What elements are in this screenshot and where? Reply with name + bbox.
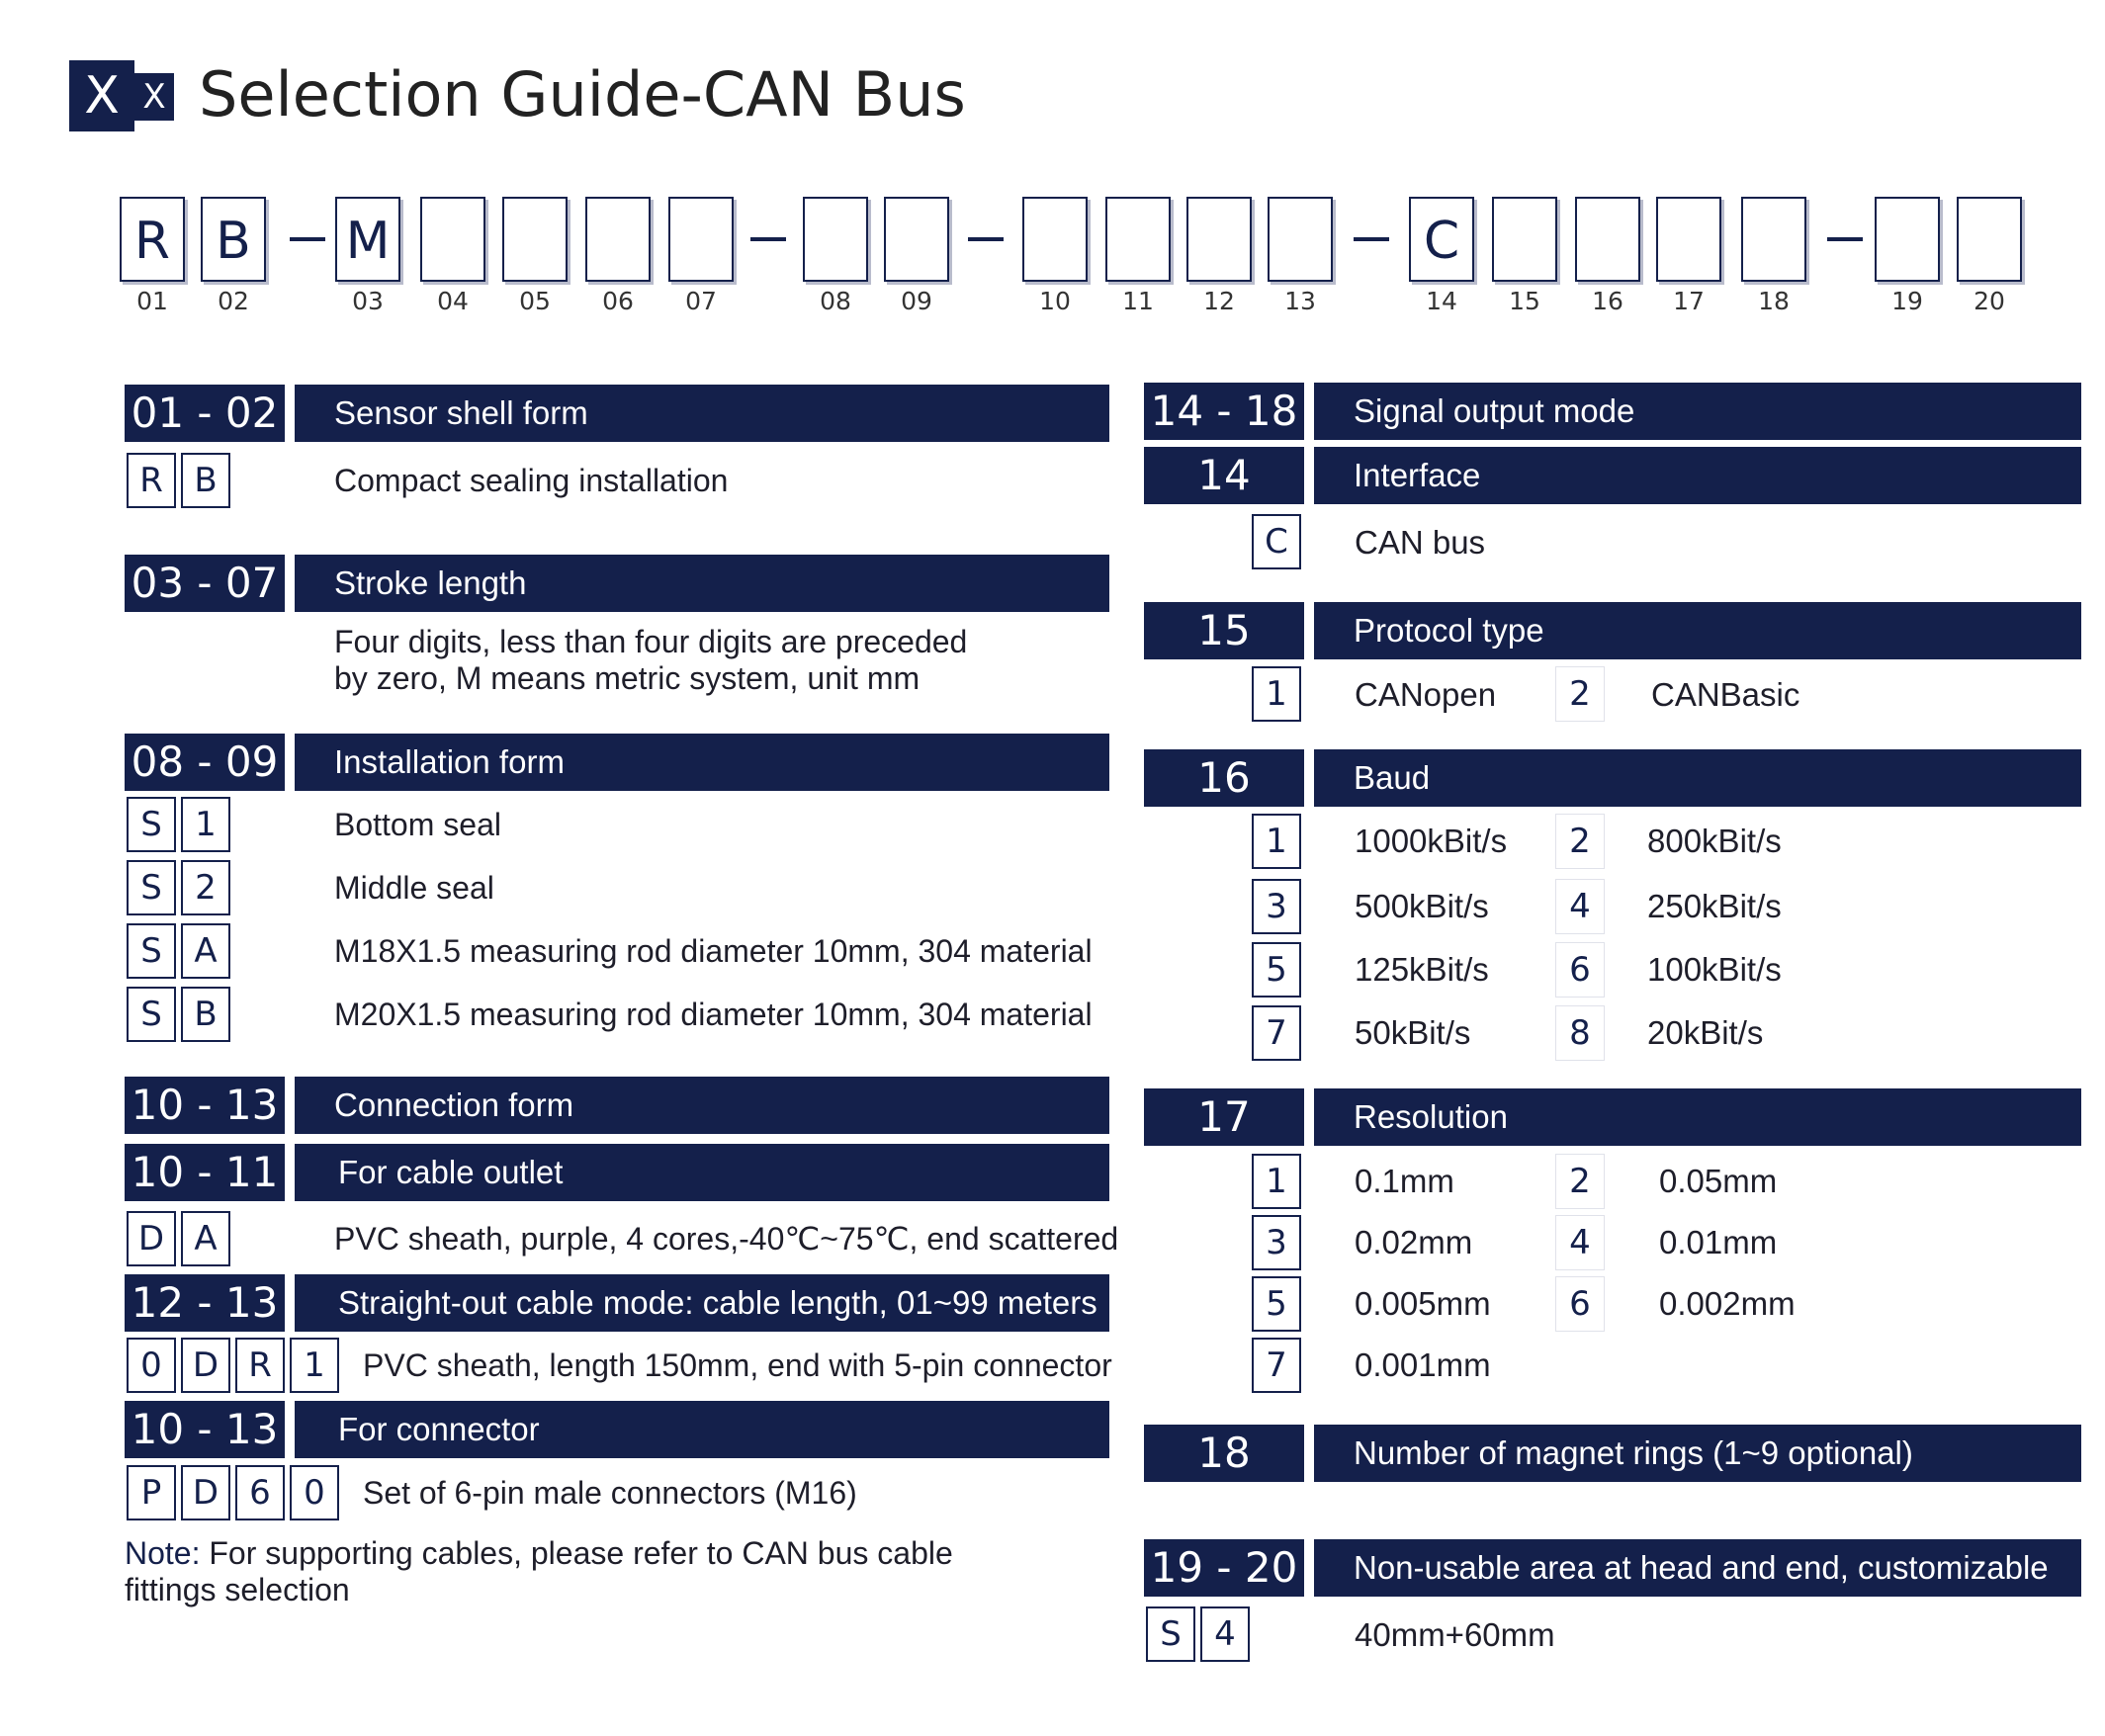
code-box: 0 (127, 1338, 176, 1393)
desc-text: Compact sealing installation (334, 463, 729, 498)
option-label: 100kBit/s (1647, 951, 1782, 988)
code-box (585, 197, 651, 282)
code-box: 0 (290, 1465, 339, 1520)
code-position-number: 10 (1039, 287, 1071, 315)
code-box: 4 (1555, 1215, 1605, 1270)
section-title: Number of magnet rings (1~9 optional) (1314, 1425, 2081, 1482)
code-box: 2 (1555, 666, 1605, 722)
desc-text: Middle seal (334, 870, 494, 906)
code-position-number: 11 (1122, 287, 1154, 315)
code-box: R (235, 1338, 285, 1393)
code-box: 2 (1555, 1154, 1605, 1209)
section-num: 01 - 02 (125, 385, 285, 442)
code-position-number: 08 (820, 287, 851, 315)
code-position-number: 20 (1973, 287, 2005, 315)
section-title: Straight-out cable mode: cable length, 01~99 meters (295, 1274, 1109, 1332)
code-box: S (1146, 1606, 1195, 1662)
option-label: 250kBit/s (1647, 888, 1782, 924)
option-label: 800kBit/s (1647, 823, 1782, 859)
code-position-number: 16 (1592, 287, 1623, 315)
section-num: 19 - 20 (1144, 1539, 1304, 1597)
section-num: 08 - 09 (125, 734, 285, 791)
code-position-number: 07 (685, 287, 717, 315)
section-num: 10 - 13 (125, 1077, 285, 1134)
code-box: 5 (1252, 942, 1301, 998)
section-title: Stroke length (295, 555, 1109, 612)
option-label: 0.005mm (1355, 1285, 1491, 1322)
code-box (1656, 197, 1721, 282)
code-box: 4 (1555, 879, 1605, 934)
section-num: 15 (1144, 602, 1304, 659)
code-box: P (127, 1465, 176, 1520)
section-title: Protocol type (1314, 602, 2081, 659)
desc-text: M20X1.5 measuring rod diameter 10mm, 304 material (334, 997, 1093, 1032)
code-box (803, 197, 868, 282)
code-dash (968, 237, 1004, 241)
code-position-number: 01 (136, 287, 168, 315)
note-text: For supporting cables, please refer to CAN bus cable fittings selection (125, 1535, 953, 1607)
code-position-number: 03 (352, 287, 384, 315)
note (125, 1535, 1014, 1608)
code-box: A (181, 1211, 230, 1266)
code-box: 3 (1252, 879, 1301, 934)
code-box: D (127, 1211, 176, 1266)
option-label: 0.01mm (1659, 1224, 1778, 1260)
option-label: 0.02mm (1355, 1224, 1473, 1260)
code-box: 7 (1252, 1338, 1301, 1393)
code-box (1575, 197, 1640, 282)
section-num: 03 - 07 (125, 555, 285, 612)
code-position-number: 18 (1758, 287, 1790, 315)
code-box (884, 197, 949, 282)
code-position-number: 17 (1673, 287, 1705, 315)
code-box (420, 197, 485, 282)
code-box: 8 (1555, 1005, 1605, 1061)
code-box: 1 (1252, 1154, 1301, 1209)
code-box: 2 (1555, 814, 1605, 869)
code-dash (1354, 237, 1389, 241)
code-box: 7 (1252, 1005, 1301, 1061)
code-dash (750, 237, 786, 241)
code-box: R (127, 453, 176, 508)
option-label: 1000kBit/s (1355, 823, 1508, 859)
option-label: 0.05mm (1659, 1163, 1778, 1199)
code-box: C (1252, 514, 1301, 569)
code-box: R (120, 197, 185, 282)
code-position-number: 12 (1203, 287, 1235, 315)
code-box: D (181, 1465, 230, 1520)
code-box (1268, 197, 1333, 282)
section-title: Installation form (295, 734, 1109, 791)
code-box (668, 197, 734, 282)
code-box (1022, 197, 1088, 282)
code-position-number: 06 (602, 287, 634, 315)
code-box: 6 (235, 1465, 285, 1520)
code-box (1741, 197, 1806, 282)
desc-text: PVC sheath, purple, 4 cores,-40℃~75℃, end scattered (334, 1221, 1119, 1257)
section-title: Signal output mode (1314, 383, 2081, 440)
desc-text: Bottom seal (334, 807, 501, 842)
section-num: 18 (1144, 1425, 1304, 1482)
code-position-number: 04 (437, 287, 469, 315)
code-box: 1 (1252, 666, 1301, 722)
code-box: B (181, 453, 230, 508)
code-box: C (1409, 197, 1474, 282)
code-box: D (181, 1338, 230, 1393)
option-label: 500kBit/s (1355, 888, 1489, 924)
option-label: 0.1mm (1355, 1163, 1454, 1199)
code-position-number: 02 (218, 287, 249, 315)
code-box (1957, 197, 2022, 282)
desc-text: 40mm+60mm (1355, 1616, 1555, 1653)
section-num: 14 (1144, 447, 1304, 504)
option-label: CANBasic (1651, 676, 1800, 713)
desc-text: M18X1.5 measuring rod diameter 10mm, 304 material (334, 933, 1093, 969)
option-label: 125kBit/s (1355, 951, 1489, 988)
section-title: For cable outlet (295, 1144, 1109, 1201)
code-position-number: 15 (1509, 287, 1540, 315)
code-box: A (181, 923, 230, 979)
code-box: B (201, 197, 266, 282)
code-box: 6 (1555, 1276, 1605, 1332)
page-title: Selection Guide-CAN Bus (199, 58, 966, 130)
section-title: Baud (1314, 749, 2081, 807)
desc-text: by zero, M means metric system, unit mm (334, 660, 921, 696)
code-box: 4 (1200, 1606, 1250, 1662)
code-box: 1 (181, 797, 230, 852)
option-label: 20kBit/s (1647, 1014, 1764, 1051)
section-num: 17 (1144, 1088, 1304, 1146)
code-box: 1 (290, 1338, 339, 1393)
section-num: 16 (1144, 749, 1304, 807)
section-title: Interface (1314, 447, 2081, 504)
code-box (502, 197, 568, 282)
code-box: B (181, 987, 230, 1042)
section-title: For connector (295, 1401, 1109, 1458)
code-position-number: 09 (901, 287, 932, 315)
code-position-number: 14 (1426, 287, 1457, 315)
code-position-number: 05 (519, 287, 551, 315)
section-title: Non-usable area at head and end, customizable (1314, 1539, 2081, 1597)
option-label: CANopen (1355, 676, 1497, 713)
note-label: Note: (125, 1535, 201, 1571)
section-title: Resolution (1314, 1088, 2081, 1146)
section-title: Connection form (295, 1077, 1109, 1134)
code-box (1186, 197, 1252, 282)
code-box: S (127, 923, 176, 979)
code-box: 1 (1252, 814, 1301, 869)
logo-small-x: X (134, 73, 174, 121)
section-num: 10 - 13 (125, 1401, 285, 1458)
code-box (1875, 197, 1940, 282)
code-box: 2 (181, 860, 230, 915)
option-label: 0.001mm (1355, 1346, 1491, 1383)
section-num: 10 - 11 (125, 1144, 285, 1201)
code-box (1105, 197, 1171, 282)
code-dash (290, 237, 325, 241)
code-box: S (127, 987, 176, 1042)
code-position-number: 19 (1891, 287, 1923, 315)
code-box: M (335, 197, 400, 282)
option-label: 50kBit/s (1355, 1014, 1471, 1051)
code-box: 6 (1555, 942, 1605, 998)
desc-text: Four digits, less than four digits are preceded (334, 624, 968, 659)
section-num: 12 - 13 (125, 1274, 285, 1332)
code-box: 5 (1252, 1276, 1301, 1332)
desc-text: Set of 6-pin male connectors (M16) (363, 1475, 857, 1511)
logo-big-x: X (69, 60, 134, 131)
code-box: S (127, 797, 176, 852)
section-num: 14 - 18 (1144, 383, 1304, 440)
option-label: 0.002mm (1659, 1285, 1796, 1322)
code-position-number: 13 (1284, 287, 1316, 315)
desc-text: CAN bus (1355, 524, 1486, 561)
code-dash (1827, 237, 1863, 241)
code-box (1492, 197, 1557, 282)
code-box: S (127, 860, 176, 915)
section-title: Sensor shell form (295, 385, 1109, 442)
desc-text: PVC sheath, length 150mm, end with 5-pin connector (363, 1347, 1112, 1383)
code-box: 3 (1252, 1215, 1301, 1270)
